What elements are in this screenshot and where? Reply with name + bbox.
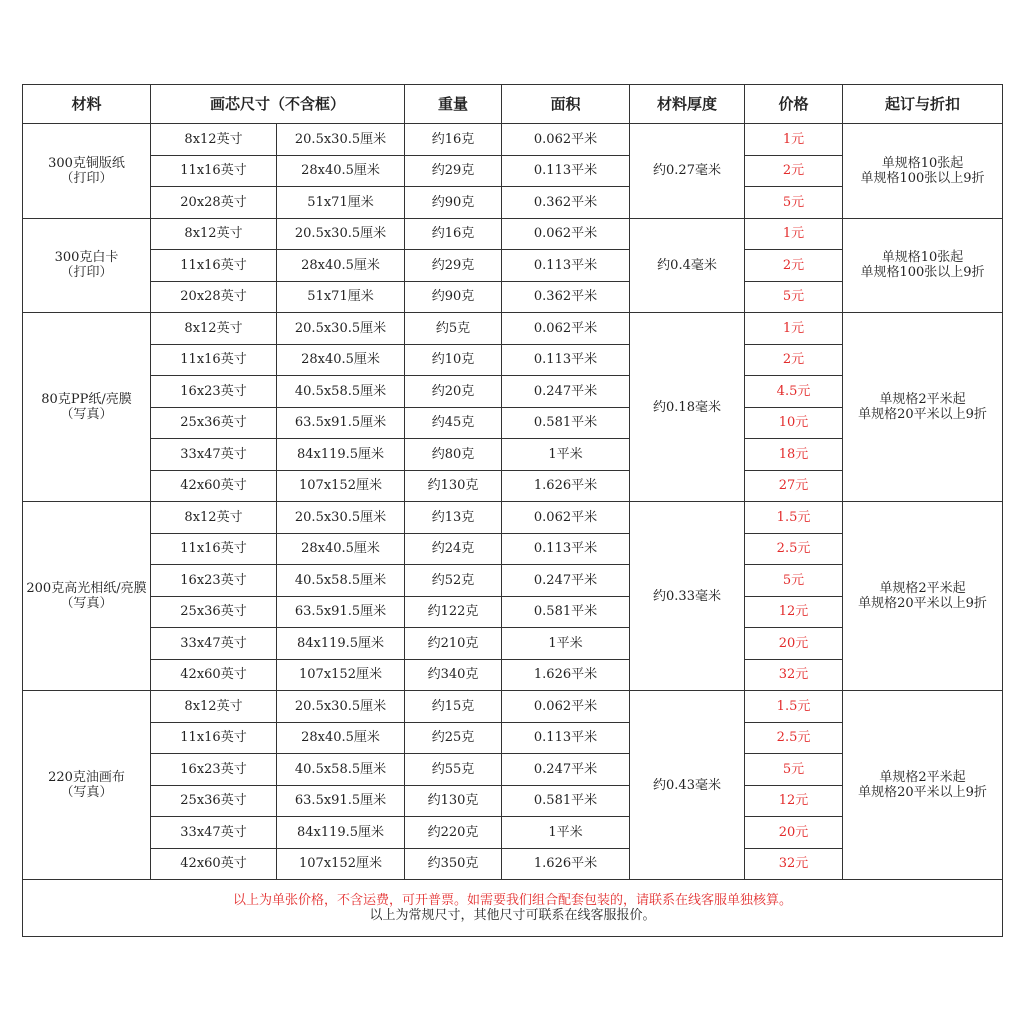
weight-cell: 约15克 [405, 691, 502, 723]
price-cell: 4.5元 [745, 376, 843, 408]
weight-cell: 约80克 [405, 439, 502, 471]
area-cell: 0.247平米 [502, 376, 630, 408]
price-cell: 5元 [745, 754, 843, 786]
price-cell: 2.5元 [745, 533, 843, 565]
size-inch-cell: 11x16英寸 [151, 344, 277, 376]
area-cell: 0.247平米 [502, 754, 630, 786]
price-cell: 20元 [745, 817, 843, 849]
header-thickness: 材料厚度 [630, 85, 745, 124]
material-cell: 200克高光相纸/亮膜 （写真） [23, 502, 151, 691]
price-cell: 32元 [745, 848, 843, 880]
price-cell: 2.5元 [745, 722, 843, 754]
size-cm-cell: 107x152厘米 [277, 659, 405, 691]
header-weight: 重量 [405, 85, 502, 124]
material-cell: 300克铜版纸 （打印） [23, 124, 151, 219]
size-inch-cell: 11x16英寸 [151, 155, 277, 187]
area-cell: 0.247平米 [502, 565, 630, 597]
weight-cell: 约350克 [405, 848, 502, 880]
price-cell: 1元 [745, 313, 843, 345]
weight-cell: 约130克 [405, 470, 502, 502]
area-cell: 0.581平米 [502, 407, 630, 439]
discount-cell: 单规格2平米起 单规格20平米以上9折 [843, 502, 1003, 691]
price-cell: 1.5元 [745, 691, 843, 723]
size-cm-cell: 20.5x30.5厘米 [277, 218, 405, 250]
area-cell: 1.626平米 [502, 659, 630, 691]
area-cell: 0.062平米 [502, 502, 630, 534]
weight-cell: 约122克 [405, 596, 502, 628]
area-cell: 0.062平米 [502, 124, 630, 156]
size-cm-cell: 40.5x58.5厘米 [277, 565, 405, 597]
thickness-cell: 约0.27毫米 [630, 124, 745, 219]
price-cell: 2元 [745, 155, 843, 187]
size-cm-cell: 51x71厘米 [277, 187, 405, 219]
discount-cell: 单规格10张起 单规格100张以上9折 [843, 218, 1003, 313]
table-row [23, 313, 1003, 345]
size-inch-cell: 11x16英寸 [151, 722, 277, 754]
price-cell: 18元 [745, 439, 843, 471]
size-cm-cell: 28x40.5厘米 [277, 533, 405, 565]
size-cm-cell: 40.5x58.5厘米 [277, 376, 405, 408]
size-inch-cell: 25x36英寸 [151, 407, 277, 439]
weight-cell: 约210克 [405, 628, 502, 660]
size-cm-cell: 84x119.5厘米 [277, 817, 405, 849]
size-cm-cell: 107x152厘米 [277, 848, 405, 880]
discount-cell: 单规格2平米起 单规格20平米以上9折 [843, 313, 1003, 502]
weight-cell: 约52克 [405, 565, 502, 597]
size-cm-cell: 20.5x30.5厘米 [277, 124, 405, 156]
weight-cell: 约16克 [405, 218, 502, 250]
size-inch-cell: 20x28英寸 [151, 187, 277, 219]
price-cell: 32元 [745, 659, 843, 691]
size-cm-cell: 84x119.5厘米 [277, 628, 405, 660]
header-area: 面积 [502, 85, 630, 124]
weight-cell: 约16克 [405, 124, 502, 156]
price-cell: 27元 [745, 470, 843, 502]
price-cell: 1.5元 [745, 502, 843, 534]
area-cell: 1平米 [502, 628, 630, 660]
price-cell: 12元 [745, 785, 843, 817]
header-price: 价格 [745, 85, 843, 124]
weight-cell: 约45克 [405, 407, 502, 439]
area-cell: 1.626平米 [502, 848, 630, 880]
size-inch-cell: 8x12英寸 [151, 313, 277, 345]
table-row [23, 691, 1003, 723]
price-cell: 1元 [745, 218, 843, 250]
header-size: 画芯尺寸（不含框） [151, 85, 405, 124]
price-cell: 12元 [745, 596, 843, 628]
header-discount: 起订与折扣 [843, 85, 1003, 124]
header-row [23, 85, 1003, 124]
size-cm-cell: 28x40.5厘米 [277, 250, 405, 282]
weight-cell: 约13克 [405, 502, 502, 534]
weight-cell: 约90克 [405, 187, 502, 219]
thickness-cell: 约0.4毫米 [630, 218, 745, 313]
area-cell: 0.113平米 [502, 533, 630, 565]
size-cm-cell: 51x71厘米 [277, 281, 405, 313]
area-cell: 0.062平米 [502, 218, 630, 250]
size-cm-cell: 40.5x58.5厘米 [277, 754, 405, 786]
discount-cell: 单规格2平米起 单规格20平米以上9折 [843, 691, 1003, 880]
weight-cell: 约5克 [405, 313, 502, 345]
size-inch-cell: 11x16英寸 [151, 533, 277, 565]
weight-cell: 约29克 [405, 155, 502, 187]
size-cm-cell: 107x152厘米 [277, 470, 405, 502]
footer-note [23, 880, 1003, 937]
area-cell: 0.113平米 [502, 344, 630, 376]
price-cell: 1元 [745, 124, 843, 156]
price-cell: 2元 [745, 250, 843, 282]
size-cm-cell: 20.5x30.5厘米 [277, 313, 405, 345]
size-inch-cell: 33x47英寸 [151, 628, 277, 660]
discount-cell: 单规格10张起 单规格100张以上9折 [843, 124, 1003, 219]
material-cell: 80克PP纸/亮膜 （写真） [23, 313, 151, 502]
price-cell: 20元 [745, 628, 843, 660]
weight-cell: 约55克 [405, 754, 502, 786]
size-inch-cell: 8x12英寸 [151, 218, 277, 250]
thickness-cell: 约0.43毫米 [630, 691, 745, 880]
price-cell: 10元 [745, 407, 843, 439]
size-inch-cell: 33x47英寸 [151, 439, 277, 471]
area-cell: 0.362平米 [502, 281, 630, 313]
size-inch-cell: 16x23英寸 [151, 376, 277, 408]
weight-cell: 约20克 [405, 376, 502, 408]
area-cell: 1平米 [502, 817, 630, 849]
size-cm-cell: 84x119.5厘米 [277, 439, 405, 471]
footer-line-2: 以上为常规尺寸，其他尺寸可联系在线客服报价。 [369, 908, 656, 923]
area-cell: 0.062平米 [502, 691, 630, 723]
size-inch-cell: 42x60英寸 [151, 470, 277, 502]
weight-cell: 约29克 [405, 250, 502, 282]
size-inch-cell: 42x60英寸 [151, 659, 277, 691]
table-row [23, 218, 1003, 250]
size-inch-cell: 11x16英寸 [151, 250, 277, 282]
size-inch-cell: 16x23英寸 [151, 565, 277, 597]
table-row [23, 502, 1003, 534]
weight-cell: 约90克 [405, 281, 502, 313]
size-inch-cell: 25x36英寸 [151, 785, 277, 817]
size-inch-cell: 20x28英寸 [151, 281, 277, 313]
material-cell: 220克油画布 （写真） [23, 691, 151, 880]
area-cell: 0.581平米 [502, 785, 630, 817]
area-cell: 1平米 [502, 439, 630, 471]
table-row [23, 124, 1003, 156]
area-cell: 0.362平米 [502, 187, 630, 219]
size-inch-cell: 25x36英寸 [151, 596, 277, 628]
area-cell: 1.626平米 [502, 470, 630, 502]
size-cm-cell: 28x40.5厘米 [277, 155, 405, 187]
area-cell: 0.113平米 [502, 155, 630, 187]
material-cell: 300克白卡 （打印） [23, 218, 151, 313]
size-cm-cell: 28x40.5厘米 [277, 344, 405, 376]
weight-cell: 约130克 [405, 785, 502, 817]
size-cm-cell: 63.5x91.5厘米 [277, 596, 405, 628]
size-cm-cell: 63.5x91.5厘米 [277, 407, 405, 439]
size-inch-cell: 8x12英寸 [151, 502, 277, 534]
size-cm-cell: 20.5x30.5厘米 [277, 691, 405, 723]
size-inch-cell: 33x47英寸 [151, 817, 277, 849]
price-cell: 5元 [745, 565, 843, 597]
header-material: 材料 [23, 85, 151, 124]
price-cell: 5元 [745, 187, 843, 219]
weight-cell: 约25克 [405, 722, 502, 754]
size-inch-cell: 42x60英寸 [151, 848, 277, 880]
size-cm-cell: 28x40.5厘米 [277, 722, 405, 754]
weight-cell: 约220克 [405, 817, 502, 849]
thickness-cell: 约0.33毫米 [630, 502, 745, 691]
weight-cell: 约24克 [405, 533, 502, 565]
price-table [22, 84, 1003, 937]
size-inch-cell: 8x12英寸 [151, 691, 277, 723]
weight-cell: 约340克 [405, 659, 502, 691]
table-body [23, 124, 1003, 880]
price-cell: 2元 [745, 344, 843, 376]
thickness-cell: 约0.18毫米 [630, 313, 745, 502]
size-cm-cell: 20.5x30.5厘米 [277, 502, 405, 534]
size-cm-cell: 63.5x91.5厘米 [277, 785, 405, 817]
footer-row [23, 880, 1003, 937]
size-inch-cell: 8x12英寸 [151, 124, 277, 156]
area-cell: 0.062平米 [502, 313, 630, 345]
size-inch-cell: 16x23英寸 [151, 754, 277, 786]
footer-line-1: 以上为单张价格，不含运费，可开普票。如需要我们组合配套包装的，请联系在线客服单独核算。 [233, 893, 793, 908]
area-cell: 0.113平米 [502, 250, 630, 282]
area-cell: 0.581平米 [502, 596, 630, 628]
weight-cell: 约10克 [405, 344, 502, 376]
area-cell: 0.113平米 [502, 722, 630, 754]
price-cell: 5元 [745, 281, 843, 313]
